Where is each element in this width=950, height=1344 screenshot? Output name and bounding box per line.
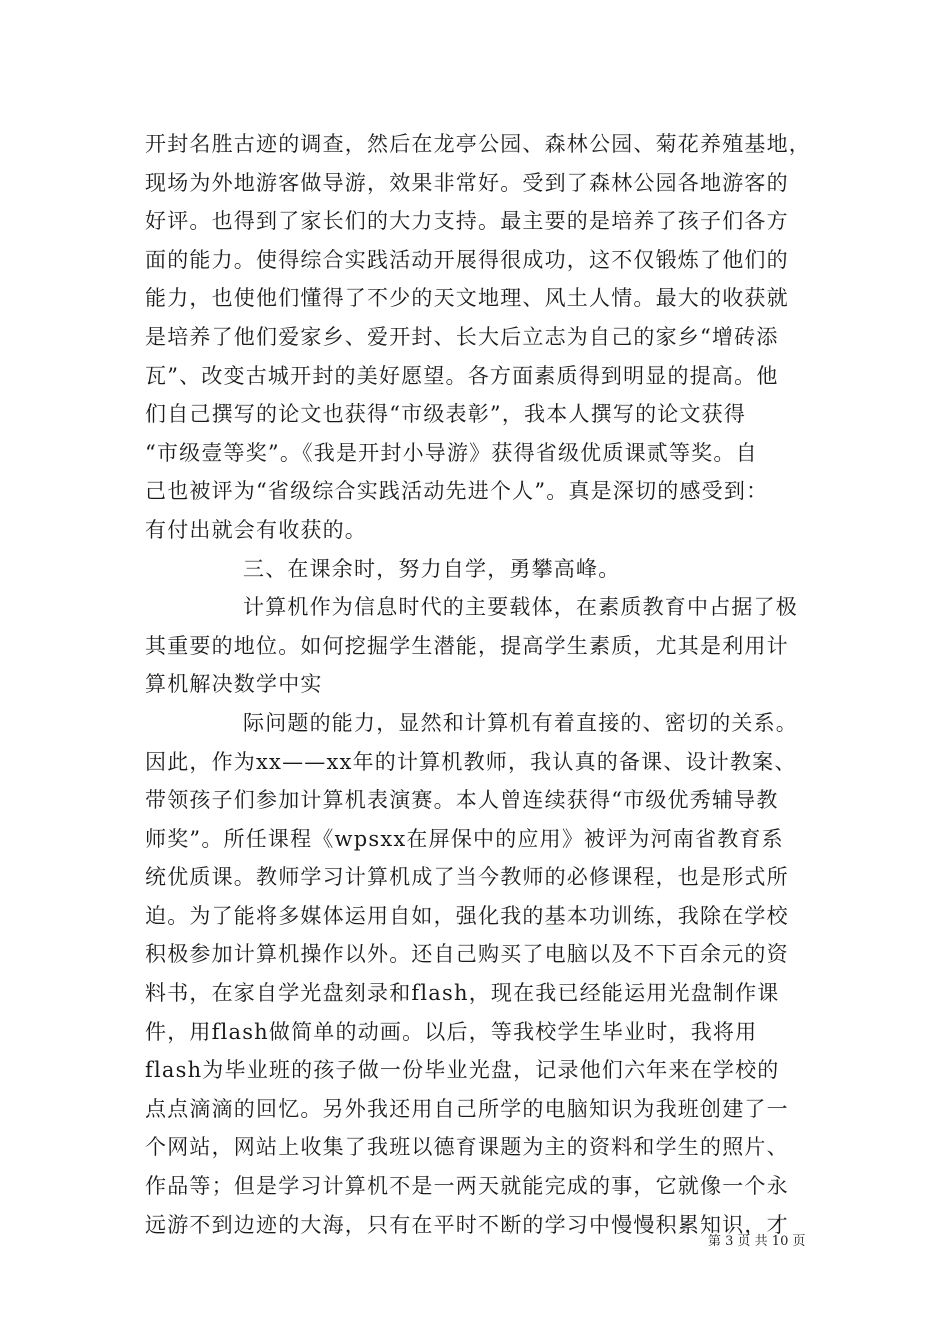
text-line: 积极参加计算机操作以外。还自己购买了电脑以及不下百余元的资	[145, 942, 789, 967]
page-number: 第 3 页 共 10 页	[708, 1234, 806, 1249]
text-line: 个网站，网站上收集了我班以德育课题为主的资料和学生的照片、	[145, 1135, 789, 1160]
text-line: 远游不到边迹的大海，只有在平时不断的学习中慢慢积累知识，才	[145, 1212, 789, 1237]
text-line: 带领孩子们参加计算机表演赛。本人曾连续获得“市级优秀辅导教	[145, 788, 779, 813]
text-line: 迫。为了能将多媒体运用自如，强化我的基本功训练，我除在学校	[145, 903, 789, 928]
text-line: 己也被评为“省级综合实践活动先进个人”。真是深切的感受到：	[145, 479, 769, 504]
text-line: 瓦”、改变古城开封的美好愿望。各方面素质得到明显的提高。他	[145, 363, 779, 388]
text-line: 们自己撰写的论文也获得“市级表彰”，我本人撰写的论文获得	[145, 402, 747, 427]
text-line: 因此，作为xx——xx年的计算机教师，我认真的备课、设计教案、	[145, 749, 797, 774]
text-line: 师奖”。所任课程《wpsxx在屏保中的应用》被评为河南省教育系	[145, 826, 784, 851]
text-line: 是培养了他们爱家乡、爱开封、长大后立志为自己的家乡“增砖添	[145, 324, 779, 349]
text-line: 其重要的地位。如何挖掘学生潜能，提高学生素质，尤其是利用计	[145, 633, 789, 658]
text-line: 算机解决数学中实	[145, 672, 323, 697]
text-line: 点点滴滴的回忆。另外我还用自己所学的电脑知识为我班创建了一	[145, 1096, 789, 1121]
paragraph-start: 计算机作为信息时代的主要载体，在素质教育中占据了极	[243, 595, 798, 620]
text-line: 面的能力。使得综合实践活动开展得很成功，这不仅锻炼了他们的	[145, 247, 789, 272]
text-line: 料书，在家自学光盘刻录和flash，现在我已经能运用光盘制作课	[145, 981, 780, 1006]
document-body	[145, 125, 845, 1244]
text-line: 统优质课。教师学习计算机成了当今教师的必修课程，也是形式所	[145, 865, 789, 890]
section-heading: 三、在课余时，努力自学，勇攀高峰。	[243, 556, 621, 581]
text-line: 作品等；但是学习计算机不是一两天就能完成的事，它就像一个永	[145, 1174, 789, 1199]
text-line: 好评。也得到了家长们的大力支持。最主要的是培养了孩子们各方	[145, 209, 789, 234]
text-line: “市级壹等奖”。《我是开封小导游》获得省级优质课贰等奖。自	[145, 440, 758, 465]
text-line: 有付出就会有收获的。	[145, 517, 367, 542]
text-line: flash为毕业班的孩子做一份毕业光盘，记录他们六年来在学校的	[145, 1058, 780, 1083]
text-line: 能力，也使他们懂得了不少的天文地理、风土人情。最大的收获就	[145, 286, 789, 311]
text-line: 开封名胜古迹的调查，然后在龙亭公园、森林公园、菊花养殖基地，	[145, 132, 811, 156]
text-line: 件，用flash做简单的动画。以后，等我校学生毕业时，我将用	[145, 1019, 758, 1044]
text-line: 现场为外地游客做导游，效果非常好。受到了森林公园各地游客的	[145, 170, 789, 195]
paragraph-start: 际问题的能力，显然和计算机有着直接的、密切的关系。	[243, 710, 798, 735]
